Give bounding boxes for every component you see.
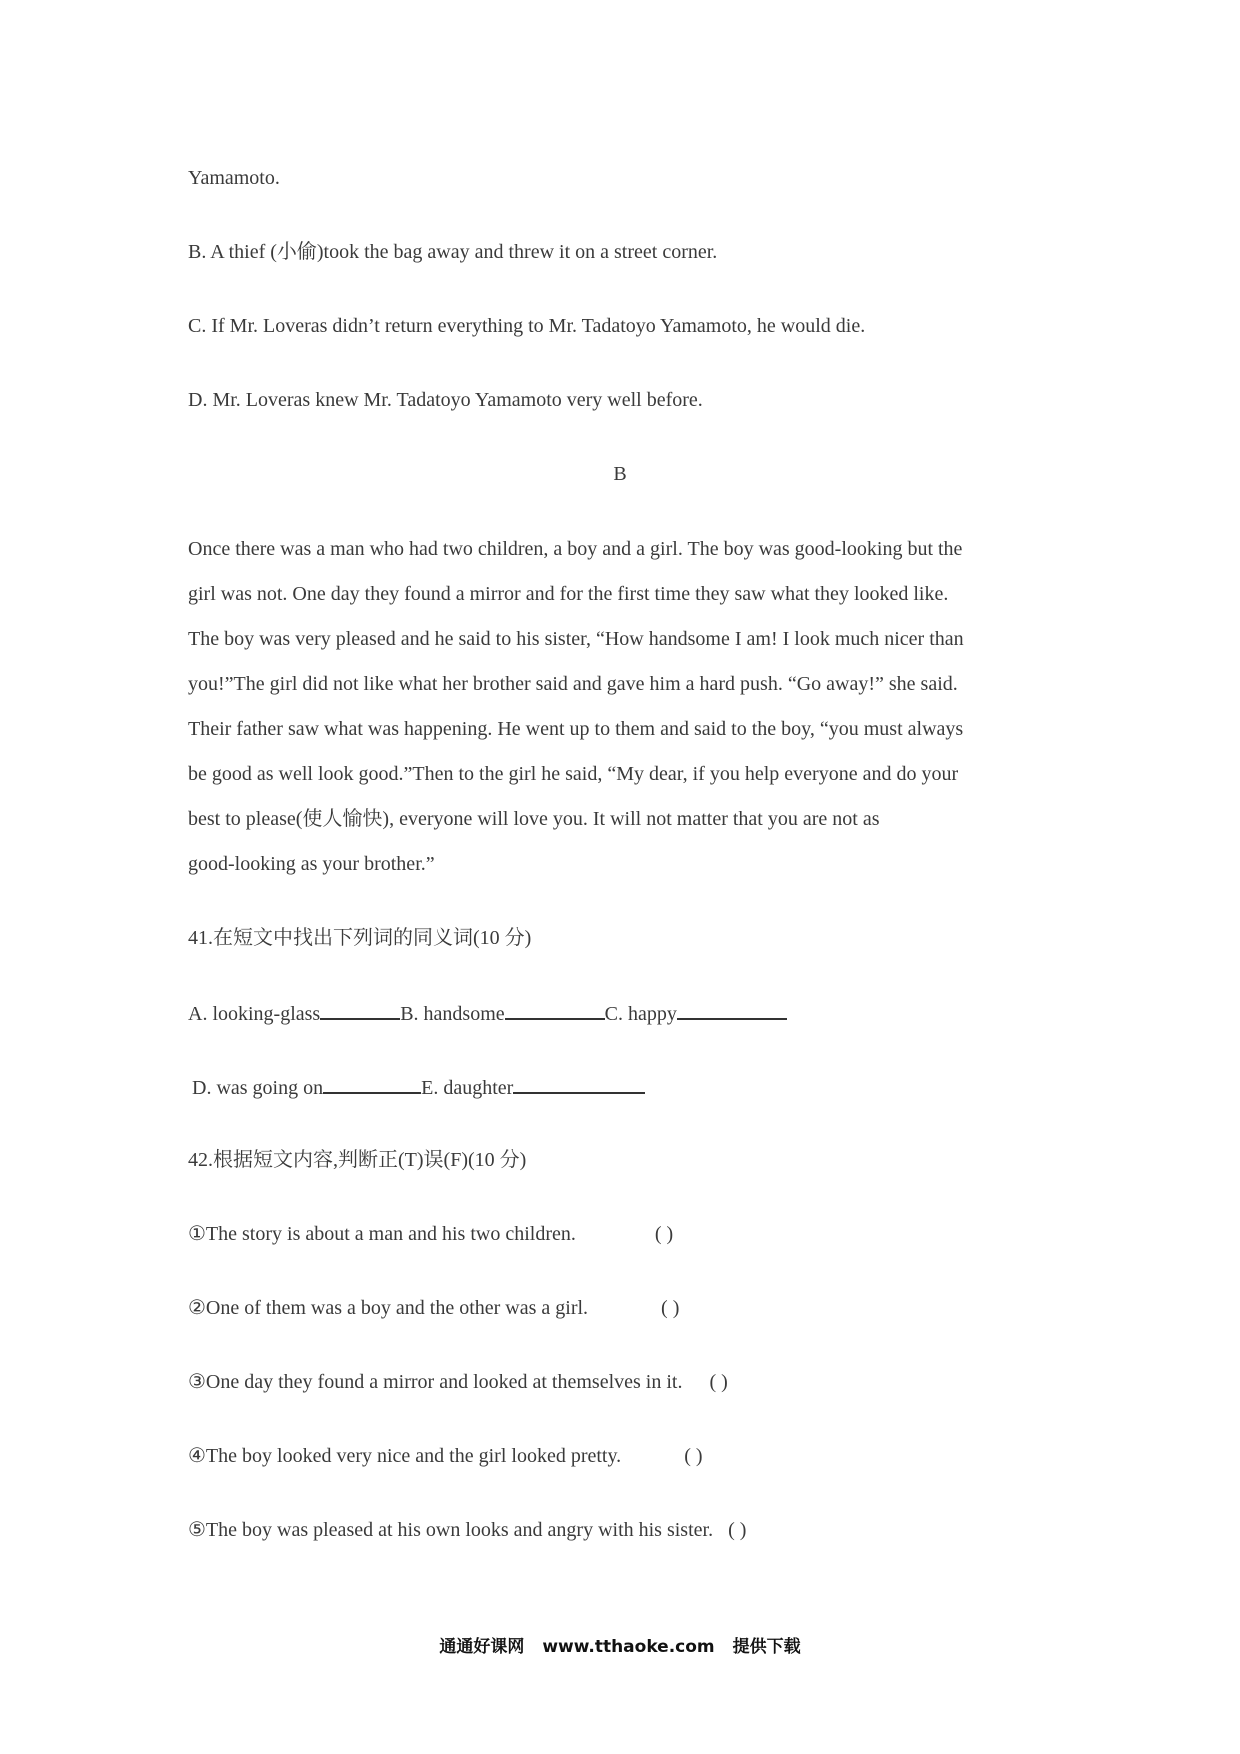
q41-e-label: E. daughter [421,1077,514,1099]
answer-paren[interactable]: ( ) [709,1371,728,1393]
q42-item-text: ③One day they found a mirror and looked at themselves in it. [188,1371,683,1393]
answer-paren[interactable]: ( ) [728,1519,747,1541]
q41-c-label: C. happy [604,1003,677,1025]
q41-title: 41.在短文中找出下列词的同义词(10 分) [188,927,532,949]
option-c: C. If Mr. Loveras didn’t return everything to Mr. Tadatoyo Yamamoto, he would die. [188,315,866,337]
q41-c-blank[interactable] [677,1000,787,1020]
q42-item [188,1222,673,1246]
q42-item [188,1370,728,1394]
q41-b-blank[interactable] [505,1000,605,1020]
q42-item [188,1296,679,1320]
passage-line: The boy was very pleased and he said to his sister, “How handsome I am! I look much nicer than [188,628,964,650]
q41-d-blank[interactable] [323,1074,421,1094]
passage-line: girl was not. One day they found a mirror and for the first time they saw what they looked like. [188,583,949,605]
q41-b-label: B. handsome [400,1003,505,1025]
footer-suffix: 提供下载 [732,1637,801,1657]
q41-e-blank[interactable] [513,1074,645,1094]
q41-row-1 [188,1000,787,1026]
passage-line: Once there was a man who had two children, a boy and a girl. The boy was good-looking but the [188,538,963,560]
footer-site-name: 通通好课网 [439,1637,525,1657]
q42-item-text: ④The boy looked very nice and the girl looked pretty. [188,1445,622,1467]
q42-item [188,1518,746,1542]
passage-line: be good as well look good.”Then to the girl he said, “My dear, if you help everyone and do your [188,763,959,785]
q42-item [188,1444,703,1468]
passage-line: you!”The girl did not like what her brother said and gave him a hard push. “Go away!” she said. [188,673,958,695]
q42-item-text: ⑤The boy was pleased at his own looks and angry with his sister. [188,1519,714,1541]
footer-url[interactable]: www.tthaoke.com [542,1637,715,1657]
answer-paren[interactable]: ( ) [661,1297,680,1319]
section-heading: B [613,463,627,485]
q41-a-blank[interactable] [320,1000,400,1020]
passage-line: Their father saw what was happening. He went up to them and said to the boy, “you must always [188,718,964,740]
option-b: B. A thief (小偷)took the bag away and threw it on a street corner. [188,241,718,263]
answer-paren[interactable]: ( ) [684,1445,703,1467]
q42-item-text: ②One of them was a boy and the other was a girl. [188,1297,589,1319]
option-d: D. Mr. Loveras knew Mr. Tadatoyo Yamamoto very well before. [188,389,703,411]
page-footer [0,1632,1240,1657]
answer-paren[interactable]: ( ) [654,1223,674,1245]
q41-d-label: D. was going on [192,1077,324,1099]
q42-title: 42.根据短文内容,判断正(T)误(F)(10 分) [188,1149,527,1171]
q41-a-label: A. looking-glass [188,1003,321,1025]
passage-line: good-looking as your brother.” [188,853,435,875]
option-a-continuation: Yamamoto. [188,167,280,189]
q41-row-2 [192,1074,645,1100]
passage-line: best to please(使人愉快), everyone will love you. It will not matter that you are not as [188,808,880,830]
q42-item-text: ①The story is about a man and his two children. [188,1223,576,1245]
